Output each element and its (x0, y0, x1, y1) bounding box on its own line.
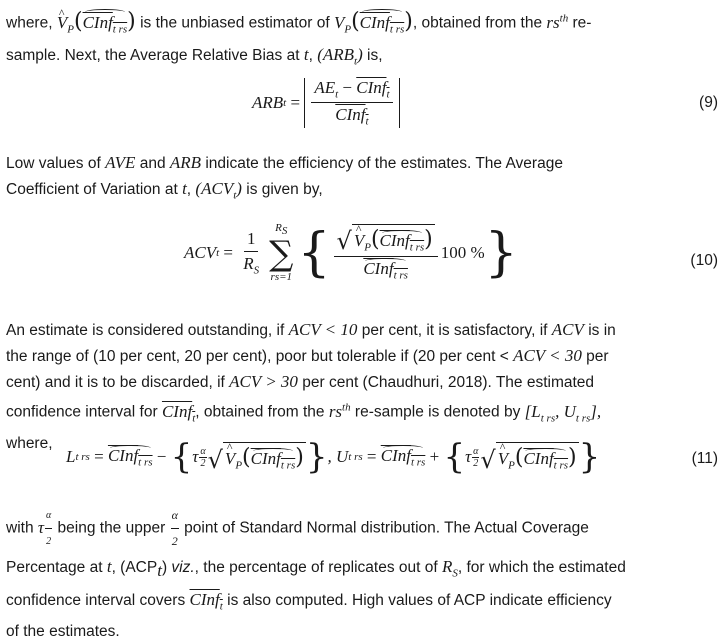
math-v-cinf: $V_P(CInf_{t rs})$ (334, 13, 413, 32)
text: sample. Next, the Average Relative Bias at (6, 47, 304, 65)
equation-number: (9) (699, 94, 718, 111)
text: re- (568, 14, 592, 32)
paragraph-4: with τ $\frac{\alpha}{2}$ being the upper $\frac{\alpha}{2}$ point of Standard Normal distribution. The Actual Coverage Percentage at t, $(ACP_t)$ viz., the percentage of replicates out of $R_S$, for which the estimated confidence interval covers CInf$_t$ is also computed. High values of ACP indicate efficiency of the estimates. (6, 503, 722, 644)
paragraph-3: An estimate is considered outstanding, if ACV < 10 per cent, it is satisfactory, if ACV is in the range of (10 per cent, 20 per cent), poor but tolerable if (20 per cent < ACV < 30 per cent) and it is to be discarded, if ACV > 30 per cent (Chaudhuri, 2018). The estimated confidence interval for CInf$_t$, obtained from the $rs^{th}$ re-sample is denoted by [$L_{t rs}$, $U_{t rs}$], where, (6, 320, 616, 453)
math-vhat-cinf: ^ $V_P(CInf_{t rs})$ (57, 13, 136, 32)
math-arbt: $(ARB_t)$ (317, 45, 363, 68)
paragraph-2: Low values of AVE and ARB indicate the efficiency of the estimates. The Average Coefficient of Variation at t, $(ACV_t)$ is given by, (6, 153, 563, 202)
text: , obtained from the (412, 14, 547, 32)
equation-number: (10) (690, 252, 718, 269)
paragraph-1 (6, 6, 722, 74)
text: , (308, 47, 318, 65)
equation-9: ARB t = $\frac{AE_t - CInf_t}{CInf_t}$ (9) (252, 78, 718, 128)
text: is, (362, 47, 383, 65)
equation-number: (11) (691, 450, 718, 467)
text: where, (6, 14, 57, 32)
math-t: t (303, 45, 309, 65)
equation-10: ACV t = $\frac{1}{R_S}$ $R_S$ ∑ rs=1 { √ ^ $V_P(CInf_{t rs})$ CInf$_{t rs}$ 100 % } (10) (6, 222, 722, 302)
equation-11: L t rs = CInf$_{t rs}$ − { τ α 2 √ ^ $V_P(CInf_{t rs})$ } , U t rs = CInf$_{t rs}$ + { τ α 2 √ ^ $V_P(CInf_{t rs})$ } (11) (6, 440, 722, 496)
text: is the unbiased estimator of (135, 14, 334, 32)
math-rs-th: $rs^{th}$ (546, 12, 569, 32)
